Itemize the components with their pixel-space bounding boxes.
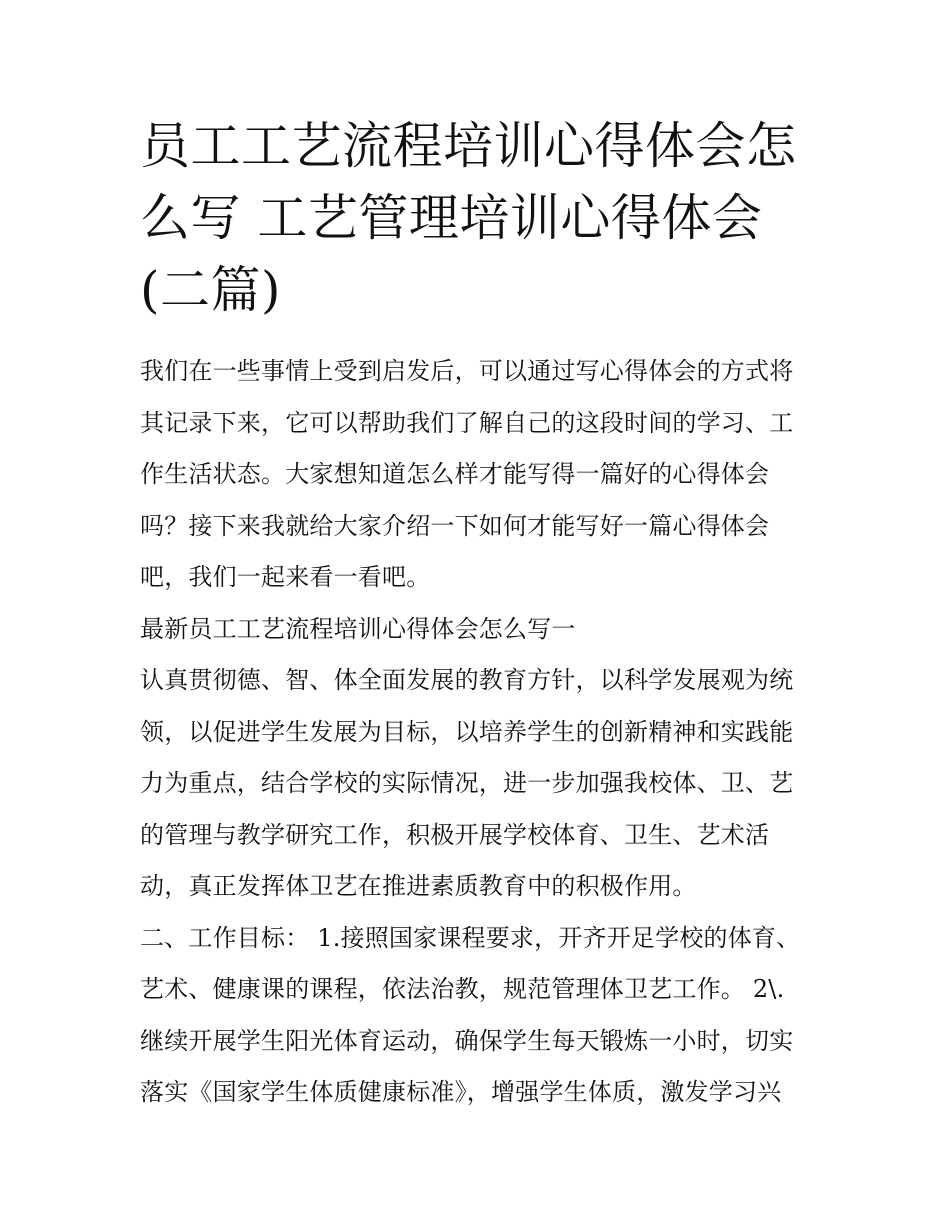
body-line: 其记录下来，它可以帮助我们了解自己的这段时间的学习、工 xyxy=(140,408,794,437)
body-line: 认真贯彻德、智、体全面发展的教育方针，以科学发展观为统 xyxy=(140,666,794,694)
title-line: 么写 工艺管理培训心得体会 xyxy=(140,189,763,247)
body-line: 作生活状态。大家想知道怎么样才能写得一篇好的心得体会 xyxy=(140,460,770,488)
body-line: 动，真正发挥体卫艺在推进素质教育中的积极作用。 xyxy=(140,872,697,900)
body-line: 落实《国家学生体质健康标准》，增强学生体质，激发学习兴 xyxy=(140,1078,782,1106)
body-line: 二、工作目标： 1.接照国家课程要求，开齐开足学校的体育、 xyxy=(140,923,801,952)
body-line: 吧，我们一起来看一看吧。 xyxy=(140,563,431,591)
body-line: 力为重点，结合学校的实际情况，进一步加强我校体、卫、艺 xyxy=(140,769,794,797)
section-heading: 最新员工工艺流程培训心得体会怎么写一 xyxy=(140,614,576,643)
body-line: 的管理与教学研究工作，积极开展学校体育、卫生、艺术活 xyxy=(140,820,770,849)
document-title xyxy=(140,110,816,326)
body-line: 继续开展学生阳光体育运动，确保学生每天锻炼一小时，切实 xyxy=(140,1026,794,1055)
body-line: 艺术、健康课的课程，依法治教，规范管理体卫艺工作。 2\. xyxy=(140,975,785,1003)
title-line: (二篇) xyxy=(140,261,282,319)
body-line: 我们在一些事情上受到启发后，可以通过写心得体会的方式将 xyxy=(140,357,794,385)
body-line: 领，以促进学生发展为目标，以培养学生的创新精神和实践能 xyxy=(140,717,794,746)
document-body xyxy=(140,346,816,1119)
body-line: 吗？接下来我就给大家介绍一下如何才能写好一篇心得体会 xyxy=(140,511,770,540)
title-line: 员工工艺流程培训心得体会怎 xyxy=(140,117,797,175)
document-page xyxy=(140,110,816,1119)
